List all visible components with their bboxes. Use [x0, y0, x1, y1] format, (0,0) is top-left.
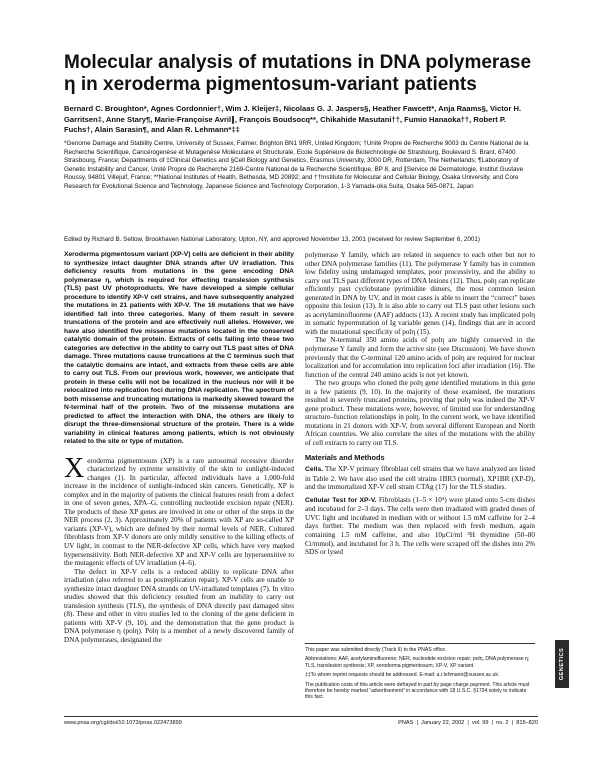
- intro-paragraph-1: [64, 452, 294, 568]
- affiliations: *Genome Damage and Stability Centre, University of Sussex, Falmer, Brighton BN1 9RR, United Kingdom; †Unité Propre de Recherche 9003 du Centre National de la Recherche Scientifique, Cancérogenèse et Mutagenèse Moléculaire et Structurale, Ecole Supérieure de Biotechnologie de Strasbourg, Boulevard S. Brant, 67400 Strasbourg, France; Departments of ‡Clinical Genetics and §Cell Biology and Genetics, Erasmus University, 3000 DR, Rotterdam, The Netherlands; ¶Laboratory of Genetic Instability and Cancer, Unité Propre de Recherche 2169-Centre National de la Recherche Scientifique, BP 8, and ∥Service de Dermatologie, Institut Gustave Roussy, 94801 Villejuif, France; **National Institutes of Health, Bethesda, MD 20892; and ††Institute for Molecular and Cellular Biology, Osaka University, and Core Research for Evolutional Science and Technology, Japanese Science and Technology Corporation, 1-3 Yamada-oka Suita, Osaka 565-0871, Japan: [64, 140, 529, 190]
- section-side-tab-label: GENETICS: [559, 647, 565, 681]
- edited-by-line: Edited by Richard B. Setlow, Brookhaven National Laboratory, Upton, NY, and approved November 13, 2001 (received for review September 6, 2001): [64, 236, 480, 243]
- footnote-publication-costs: The publication costs of this article were defrayed in part by page charge payment. This article must therefore be hereby marked “advertisement” in accordance with 18 U.S.C. §1734 solely to indicate this fact.: [305, 681, 530, 701]
- journal-citation: PNAS | January 22, 2002 | vol. 99 | no. 2 | 815–820: [398, 720, 538, 726]
- cellular-test-paragraph: [305, 496, 535, 557]
- body-paragraph-1: polymerase Y family, which are related in sequence to each other but not to other DNA polymerase families (11). The polymerase Y family has in common low fidelity using undamaged templates, poor processivity, and the ability to carry out TLS past different types of DNA lesions (12). Thus, polη can replicate efficiently past cyclobutane pyrimidine dimers, the most common lesion generated in DNA by UV, and in most cases is able to insert the “correct” bases opposite this lesion (13). It is also able to carry out TLS past other lesions such as acetylaminofluorene (AAF) adducts (13). A recent study has implicated polη in somatic hypermutation of Ig variable genes (14), findings that are in accord with the mutational specificity of polη (15).: [305, 251, 535, 336]
- cellular-test-run-head: Cellular Test for XP-V.: [305, 496, 377, 504]
- intro-paragraph-2: The defect in XP-V cells is a reduced ability to replicate DNA after irradiation (also referred to as postreplication repair). XP-V cells are unable to synthesize intact daughter DNA strands on UV-irradiated templates (7). In vitro studies showed that this deficiency resulted from an inability to carry out translesion synthesis (TLS), the synthesis of DNA directly past damaged sites (8). These and other in vitro studies led to the cloning of the gene deficient in patients with XP-V (9, 10), and the demonstration that the gene product is DNA polymerase η (polη). Polη is a member of a newly discovered family of DNA polymerases, designated the: [64, 567, 294, 644]
- doi-link[interactable]: www.pnas.org/cgi/doi/10.1073/pnas.022473899: [64, 720, 182, 726]
- intro-p1-text: eroderma pigmentosum (XP) is a rare autosomal recessive disorder characterized by extreme sensitivity of the skin to sunlight-induced changes (1). In particular, affected individuals have a 1,000-fold increase in the incidence of sunlight-induced skin cancers. Genetically, XP is complex and in the majority of patients the clinical features result from a defect in one of seven genes, XPA–G, controlling nucleotide excision repair (NER). The products of these XP genes are involved in one or other of the steps in the NER process (2, 3). Approximately 20% of patients with XP are so-called XP variants (XP-V), which are defined by their normal levels of NER. Cultured fibroblasts from XP-V donors are only mildly sensitive to the killing effects of UV light, in contrast to the NER-defective XP cells, which have very marked hypersensitivity. Both NER-defective XP and XP-V cells are hypersensitive to the mutagenic effects of UV irradiation (4–6).: [64, 456, 294, 568]
- body-paragraph-3: The two groups who cloned the polη gene identified mutations in this gene in a few patients (9, 10). In the majority of those examined, the mutations resulted in severely truncated proteins, proving that polη was indeed the XP-V gene product. These mutations were, however, of limited use for understanding structure–function relationships in polη. In the current work, we have identified mutations in 21 donors with XP-V, from several different European and North African countries. We also correlate the sites of the mutations with the ability of cell extracts to carry out TLS.: [305, 379, 535, 448]
- footnote-submission: This paper was submitted directly (Track II) to the PNAS office.: [305, 647, 447, 653]
- cells-text: The XP-V primary fibroblast cell strains that we have analyzed are listed in Table 2. We have also used the cell strains 1BR3 (normal), XP1BR (XP-D), and the immortalized XP-V cell strain CTAg (17) for the TLS studies.: [305, 465, 535, 492]
- cellular-test-text: Fibroblasts (1–5 × 10⁴) were plated onto 5-cm dishes and incubated for 2–3 days. The cells were then irradiated with graded doses of UVC light and incubated in medium with or without 1.5 mM caffeine for 2–4 days further. The medium was then replaced with fresh medium, again containing 1.5 mM caffeine, and also 10μCi/ml ³H thymidine (50–80 Ci/mmol), and incubated for 3 h. The cells were scraped off the dishes into 2% SDS or lysed: [305, 495, 535, 557]
- left-column: [64, 251, 294, 645]
- cells-paragraph: [305, 465, 535, 492]
- right-column: [305, 251, 535, 557]
- section-side-tab: [555, 640, 569, 688]
- cells-run-head: Cells.: [305, 466, 324, 474]
- footnote-abbreviations: Abbreviations: AAF, acetylaminofluorene; NER, nucleotide excision repair; polη, DNA polymerase η; TLS, translesion synthesis; XP, xeroderma pigmentosum; XP-V, XP variant.: [305, 656, 530, 669]
- footnotes: [305, 643, 535, 704]
- abstract: Xeroderma pigmentosum variant (XP-V) cells are deficient in their ability to synthesize intact daughter DNA strands after UV irradiation. This deficiency results from mutations in the gene encoding DNA polymerase η, which is required for effecting translesion synthesis (TLS) past UV photoproducts. We have developed a simple cellular procedure to identify XP-V cell strains, and have subsequently analyzed the mutations in 21 patients with XP-V. The 16 mutations that we have identified fall into three categories. Many of them result in severe truncations of the protein and are effectively null alleles. However, we have also identified five missense mutations located in the conserved catalytic domain of the protein. Extracts of cells falling into these two categories are defective in the ability to carry out TLS past sites of DNA damage. Three mutations cause truncations at the C terminus such that the catalytic domains are intact, and extracts from these cells are able to carry out TLS. From our previous work, however, we anticipate that protein in these cells will not be localized in the nucleus nor will it be relocalized into replication foci during DNA replication. The spectrum of both missense and truncating mutations is markedly skewed toward the N-terminal half of the protein. Two of the missense mutations are predicted to affect the interaction with DNA, the others are likely to disrupt the three-dimensional structure of the protein. There is a wide variability in clinical features among patients, which is not obviously related to the site or type of mutation.: [64, 251, 294, 445]
- body-paragraph-2: The N-terminal 350 amino acids of polη are highly conserved in the polymerase Y family and form the active site (see Discussion). We have shown previously that the C-terminal 120 amino acids of polη are required for nuclear localization and for accumulation into replication foci after irradiation (16). The function of the central 240 amino acids is not yet known.: [305, 336, 535, 379]
- author-list: Bernard C. Broughton*, Agnes Cordonnier†, Wim J. Kleijer‡, Nicolaas G. J. Jaspers§, Heather Fawcett*, Anja Raams§, Victor H. Garritsen‡, Anne Stary¶, Marie-Françoise Avril∥, François Boudsocq**, Chikahide Masutani††, Fumio Hanaoka††, Robert P. Fuchs†, Alain Sarasin¶, and Alan R. Lehmann*‡‡: [64, 104, 522, 134]
- article-title: Molecular analysis of mutations in DNA polymerase η in xeroderma pigmentosum-variant patients: [64, 52, 532, 95]
- page-footer: [64, 716, 538, 726]
- drop-cap: X: [64, 452, 85, 484]
- footnote-correspondence: ‡‡To whom reprint requests should be addressed. E-mail: a.r.lehmann@sussex.ac.uk.: [305, 672, 500, 679]
- methods-heading: Materials and Methods: [305, 452, 385, 462]
